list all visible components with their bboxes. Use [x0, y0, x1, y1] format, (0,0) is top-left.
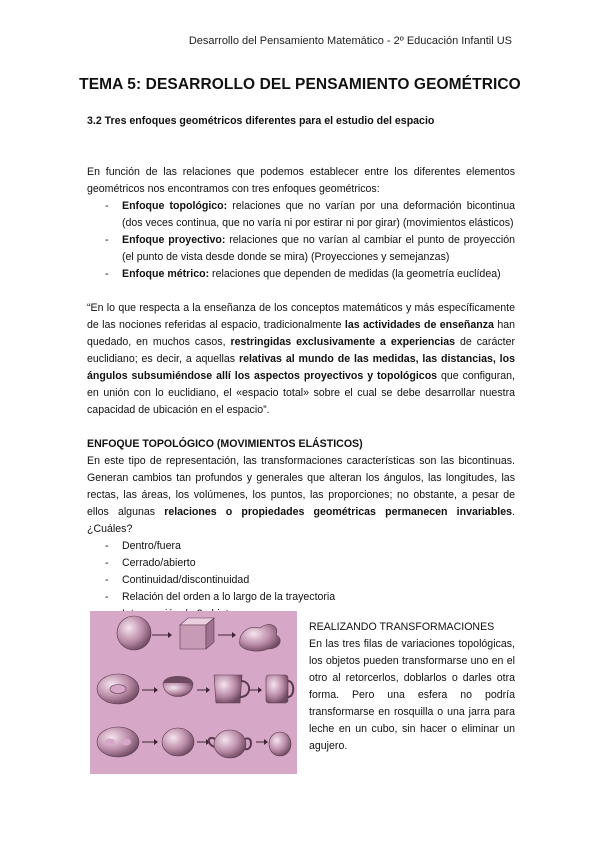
teapot-shape — [214, 730, 246, 758]
list-item: - Enfoque métrico: relaciones que dependen de medidas (la geometría euclídea) — [87, 266, 515, 283]
figure-text: En las tres filas de variaciones topológicas, los objetos pueden transformarse uno en el otro al retorcerlos, doblarlos o darles otra forma. Pero una esfera no podría transformarse en rosquilla o una jarra para leche en un cubo, sin hacer o eliminar un agujero. — [309, 638, 515, 752]
vase-shape — [269, 732, 291, 756]
figure-caption — [309, 619, 515, 755]
topology-illustration — [90, 611, 297, 774]
list-item: - Enfoque proyectivo: relaciones que no varían al cambiar el punto de proyección (el punto de vista desde donde se mira) (Proyecciones y semejanzas) — [87, 232, 515, 266]
main-content — [87, 113, 515, 623]
list-item: - Cerrado/abierto — [87, 555, 515, 572]
jug-shape — [214, 675, 242, 703]
page-header: Desarrollo del Pensamiento Matemático - 2º Educación Infantil US — [188, 35, 512, 47]
list-item: - Dentro/fuera — [87, 538, 515, 555]
sphere-shape — [117, 616, 151, 650]
section-heading: 3.2 Tres enfoques geométricos diferentes para el estudio del espacio — [87, 115, 435, 127]
list-item: - Relación del orden a lo largo de la trayectoria — [87, 589, 515, 606]
double-torus-shape — [97, 727, 139, 757]
page-title: TEMA 5: DESARROLLO DEL PENSAMIENTO GEOMÉTRICO — [79, 76, 521, 93]
topological-heading: ENFOQUE TOPOLÓGICO (MOVIMIENTOS ELÁSTICOS) — [87, 438, 363, 450]
approaches-list — [87, 198, 515, 283]
figure-section — [90, 611, 520, 781]
list-item: - Enfoque topológico: relaciones que no varían por una deformación bicontinua (dos veces continua, que no varía ni por estirar ni por girar) (movimientos elásticos) — [87, 198, 515, 232]
intro-paragraph: En función de las relaciones que podemos establecer entre los diferentes elementos geométricos nos encontramos con tres enfoques geométricos: — [87, 166, 515, 195]
mug-shape — [266, 675, 288, 703]
quote-paragraph: “En lo que respecta a la enseñanza de los conceptos matemáticos y más específicamente de las nociones referidas al espacio, tradicionalmente las actividades de enseñanza han quedado, en muchos casos, restringidas exclusivamente a experiencias de carácter euclidiano; es decir, a aquellas relativas al mundo de las medidas, las distancias, los ángulos subsumiéndose allí los aspectos proyectivos y topológicos que configuran, en unión con lo euclidiano, el «espacio total» sobre el cual se debe desarrollar nuestra capacidad de ubicación en el espacio”. — [87, 302, 515, 416]
figure-heading: REALIZANDO TRANSFORMACIONES — [309, 621, 495, 633]
topological-paragraph: En este tipo de representación, las transformaciones características son las bicontinuas. Generan cambios tan profundos y generales que alteran los ángulos, las longitudes, las rectas, las áreas, los volúmenes, los puntos, las proporciones; no obstante, a pesar de ellos algunas relaciones o propiedades geométricas permanecen invariables. ¿Cuáles? — [87, 455, 515, 535]
pot-shape — [162, 728, 194, 756]
cube-shape — [180, 618, 214, 649]
list-item: - Continuidad/discontinuidad — [87, 572, 515, 589]
